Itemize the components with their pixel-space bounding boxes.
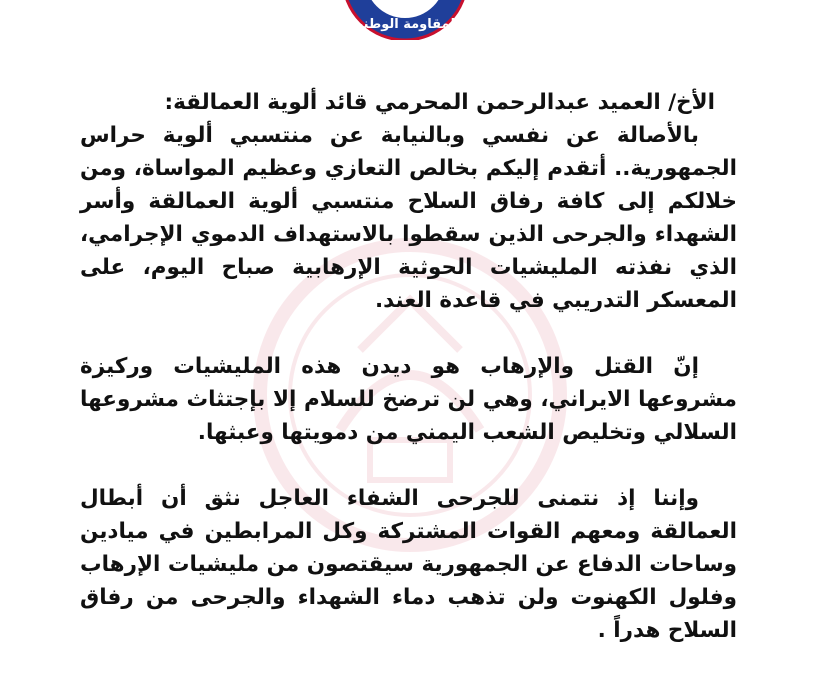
emblem-logo <box>325 0 485 40</box>
letter-paragraph-3: وإننا إذ نتمنى للجرحى الشفاء العاجل نثق أن أبطال العمالقة ومعهم القوات المشتركة وكل المرابطين في ميادين وساحات الدفاع عن الجمهورية سيقتصون من مليشيات الإرهاب وفلول الكهنوت ولن تذهب دماء الشهداء والجرحى من رفاق السلاح هدراً . <box>80 486 737 643</box>
emblem-logo-text: المقاومة الوطنية <box>350 17 460 32</box>
letter-salutation: الأخ/ العميد عبدالرحمن المحرمي قائد ألوية العمالقة: <box>164 90 715 115</box>
letter-paragraph-1: بالأصالة عن نفسي وبالنيابة عن منتسبي ألوية حراس الجمهورية.. أتقدم إليكم بخالص التعازي وعظيم المواساة، ومن خلالكم إلى كافة رفاق السلاح منتسبي ألوية العمالقة وأسر الشهداء والجرحى الذين سقطوا بالاستهداف الدموي الإجرامي، الذي نفذته المليشيات الحوثية الإرهابية صباح اليوم، على المعسكر التدريبي في قاعدة العند. <box>80 123 737 313</box>
letter-paragraph-2: إنّ القتل والإرهاب هو ديدن هذه المليشيات وركيزة مشروعها الايراني، وهي لن ترضخ للسلام إلا بإجتثاث مشروعها السلالي وتخليص الشعب اليمني من دمويتها وعبثها. <box>80 354 737 445</box>
letter-body <box>80 86 737 647</box>
